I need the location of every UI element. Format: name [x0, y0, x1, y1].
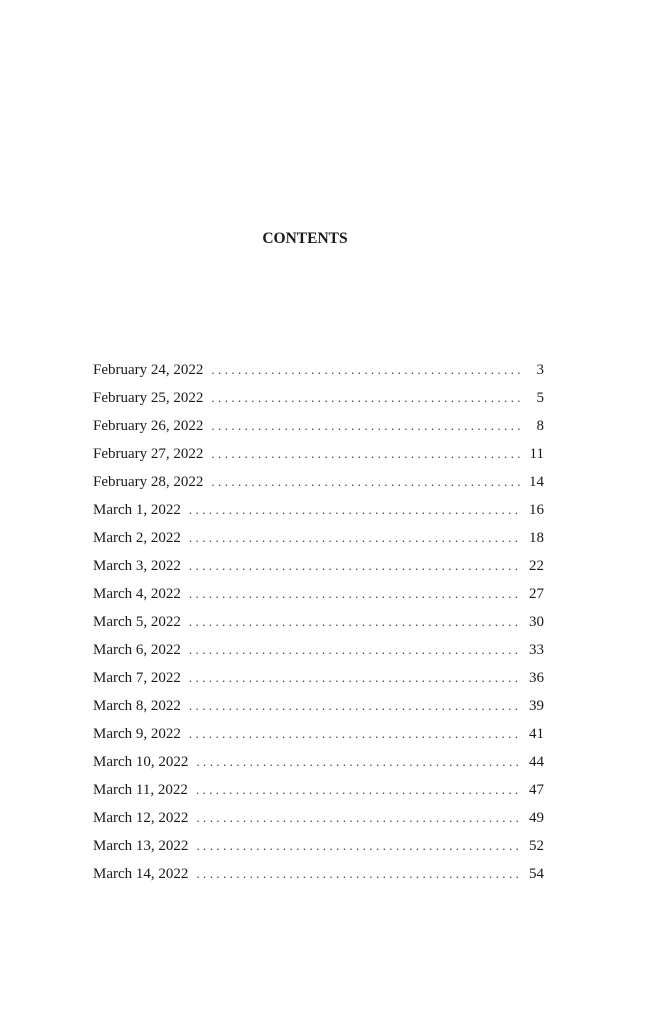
dot-leader [189, 552, 522, 580]
toc-entry-label: March 4, 2022 [93, 586, 181, 602]
toc-entry[interactable] [93, 524, 544, 552]
toc-entry[interactable] [93, 580, 544, 608]
dot-leader [189, 524, 522, 552]
toc-entry-page: 8 [536, 418, 544, 434]
toc-entry[interactable] [93, 664, 544, 692]
toc-entry-label: March 3, 2022 [93, 558, 181, 574]
dot-leader [189, 580, 522, 608]
toc-entry-label: March 9, 2022 [93, 726, 181, 742]
dot-leader [196, 748, 522, 776]
toc-entry-page: 14 [529, 474, 544, 490]
toc-entry-page: 11 [529, 446, 544, 462]
toc-entry-page: 3 [536, 362, 544, 378]
toc-entry-label: March 14, 2022 [93, 866, 189, 882]
toc-entry[interactable] [93, 552, 544, 580]
dot-leader [189, 664, 522, 692]
toc-entry-page: 27 [529, 586, 544, 602]
toc-entry[interactable] [93, 860, 544, 888]
toc-entry-page: 47 [529, 782, 544, 798]
dot-leader [211, 384, 522, 412]
toc-entry-page: 30 [529, 614, 544, 630]
toc-entry-page: 5 [536, 390, 544, 406]
toc-entry-page: 54 [529, 866, 544, 882]
toc-entry[interactable] [93, 776, 544, 804]
toc-entry-label: March 12, 2022 [93, 810, 189, 826]
toc-entry[interactable] [93, 496, 544, 524]
toc-entry-page: 18 [529, 530, 544, 546]
toc-entry[interactable] [93, 748, 544, 776]
toc-entry[interactable] [93, 412, 544, 440]
toc-entry[interactable] [93, 356, 544, 384]
toc-entry-label: March 5, 2022 [93, 614, 181, 630]
toc-entry-page: 41 [529, 726, 544, 742]
toc-entry-label: March 2, 2022 [93, 530, 181, 546]
dot-leader [211, 412, 522, 440]
toc-entry-page: 22 [529, 558, 544, 574]
toc-entry-label: March 1, 2022 [93, 502, 181, 518]
toc-entry-label: March 13, 2022 [93, 838, 189, 854]
toc-entry[interactable] [93, 608, 544, 636]
dot-leader [196, 860, 522, 888]
dot-leader [211, 468, 522, 496]
toc-entry-label: February 26, 2022 [93, 418, 204, 434]
toc-entry[interactable] [93, 692, 544, 720]
page-title: CONTENTS [262, 230, 348, 247]
table-of-contents [93, 356, 544, 888]
toc-entry-label: February 28, 2022 [93, 474, 204, 490]
dot-leader [189, 692, 522, 720]
toc-entry-page: 52 [529, 838, 544, 854]
toc-entry-page: 39 [529, 698, 544, 714]
toc-entry-page: 36 [529, 670, 544, 686]
toc-entry-label: February 24, 2022 [93, 362, 204, 378]
dot-leader [211, 356, 522, 384]
toc-entry[interactable] [93, 832, 544, 860]
toc-entry[interactable] [93, 636, 544, 664]
toc-entry[interactable] [93, 720, 544, 748]
toc-entry-label: February 25, 2022 [93, 390, 204, 406]
toc-entry-label: March 8, 2022 [93, 698, 181, 714]
toc-entry-page: 33 [529, 642, 544, 658]
dot-leader [189, 720, 522, 748]
dot-leader [196, 776, 522, 804]
toc-entry-label: March 7, 2022 [93, 670, 181, 686]
dot-leader [196, 804, 522, 832]
toc-entry-page: 44 [529, 754, 544, 770]
dot-leader [189, 608, 522, 636]
toc-entry[interactable] [93, 804, 544, 832]
toc-entry-page: 49 [529, 810, 544, 826]
toc-entry[interactable] [93, 468, 544, 496]
dot-leader [196, 832, 522, 860]
toc-entry-page: 16 [529, 502, 544, 518]
dot-leader [211, 440, 522, 468]
toc-entry-label: March 11, 2022 [93, 782, 188, 798]
toc-entry[interactable] [93, 384, 544, 412]
dot-leader [189, 636, 522, 664]
toc-entry-label: February 27, 2022 [93, 446, 204, 462]
toc-entry[interactable] [93, 440, 544, 468]
dot-leader [189, 496, 522, 524]
toc-entry-label: March 10, 2022 [93, 754, 189, 770]
toc-entry-label: March 6, 2022 [93, 642, 181, 658]
